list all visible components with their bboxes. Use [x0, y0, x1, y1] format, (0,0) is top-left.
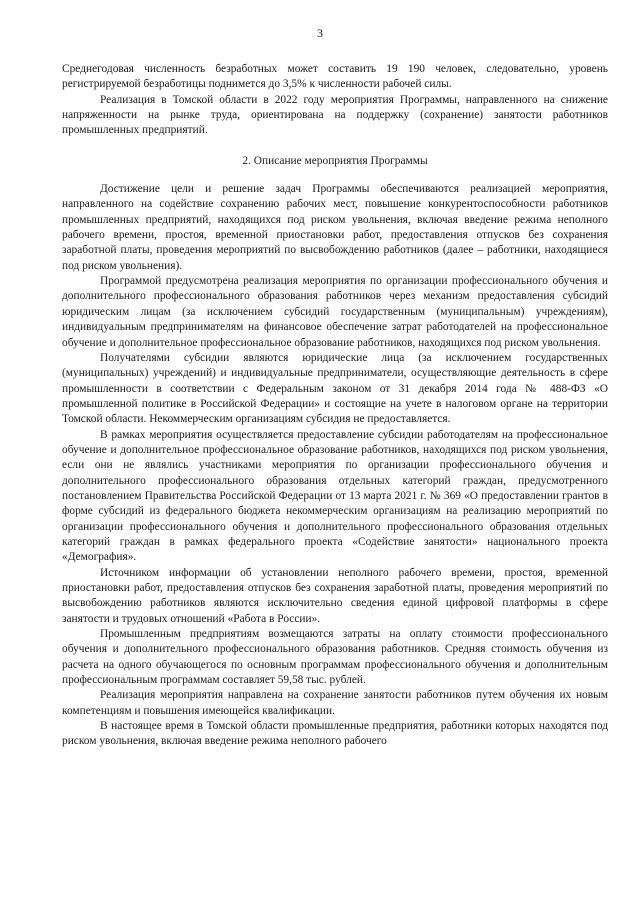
section-paragraph-2: Программой предусмотрена реализация мероприятия по организации профессионального обучения и дополнительного профессионального образования работников через механизм предоставления субсидий юридическим лицам (за исключением субсидий государственным (муниципальным) учреждениям), индивидуальным предпринимателям на финансовое обеспечение затрат работодателей на профессиональное обучение и дополнительное профессиональное образование работников, находящихся под риском увольнения. — [62, 275, 608, 349]
section-heading: 2. Описание мероприятия Программы — [242, 154, 428, 167]
intro-paragraph-2: Реализация в Томской области в 2022 году мероприятия Программы, направленного на снижение напряженности на рынке труда, ориентирована на поддержку (сохранение) занятости работников промышленных предприятий. — [62, 93, 608, 137]
intro-paragraph-1: Среднегодовая численность безработных может составить 19 190 человек, следовательно, уровень регистрируемой безработицы поднимется до 3,5% к численности рабочей силы. — [62, 63, 608, 91]
section-paragraph-4: В рамках мероприятия осуществляется предоставление субсидии работодателям на профессиональное обучение и дополнительное профессиональное образование работников, находящихся под риском увольнения, если они не являлись участниками мероприятия по организации профессионального обучения и дополнительного профессионального образования отдельных категорий граждан, предусмотренного постановлением Правительства Российской Федерации от 13 марта 2021 г. № 369 «О предоставлении грантов в форме субсидий из федерального бюджета некоммерческим организациям на реализацию мероприятий по организации профессионального обучения и дополнительного профессионального образования отдельных категорий граждан в рамках федерального проекта «Содействие занятости» национального проекта «Демография». — [62, 428, 608, 564]
section-paragraph-1: Достижение цели и решение задач Программы обеспечиваются реализацией мероприятия, направленного на содействие сохранению рабочих мест, повышение конкурентоспособности работников промышленных предприятий, находящихся под риском увольнения, включая введение режима неполного рабочего времени, простоя, временной приостановки работ, предоставления отпусков без сохранения заработной платы, проведения мероприятий по высвобождению работников (далее – работники, находящиеся под риском увольнения). — [62, 183, 608, 272]
section-paragraph-6: Промышленным предприятиям возмещаются затраты на оплату стоимости профессионального обучения и дополнительного профессионального образования работников. Средняя стоимость обучения из расчета на одного обучающегося по основным программам профессионального обучения и дополнительным профессиональным программам составляет 59,58 тыс. рублей. — [62, 628, 608, 687]
section-paragraph-5: Источником информации об установлении неполного рабочего времени, простоя, временной приостановки работ, предоставления отпусков без сохранения заработной платы, проведения мероприятий по высвобождению работников являются исключительно сведения единой цифровой платформы в сфере занятости и трудовых отношений «Работа в России». — [62, 566, 608, 625]
document-body — [62, 62, 608, 750]
section-paragraph-3: Получателями субсидии являются юридические лица (за исключением государственных (муниципальных) учреждений) и индивидуальные предприниматели, осуществляющие деятельность в сфере промышленности в соответствии с Федеральным законом от 31 декабря 2014 года № 488-ФЗ «О промышленной политике в Российской Федерации» и состоящие на учете в налоговом органе на территории Томской области. Некоммерческим организациям субсидия не предоставляется. — [62, 351, 608, 426]
section-paragraph-7: Реализация мероприятия направлена на сохранение занятости работников путем обучения их новым компетенциям и повышения имеющейся квалификации. — [62, 689, 608, 717]
page-number: 3 — [317, 26, 323, 40]
section-paragraph-8: В настоящее время в Томской области промышленные предприятия, работники которых находятся под риском увольнения, включая введение режима неполного рабочего — [62, 720, 608, 748]
